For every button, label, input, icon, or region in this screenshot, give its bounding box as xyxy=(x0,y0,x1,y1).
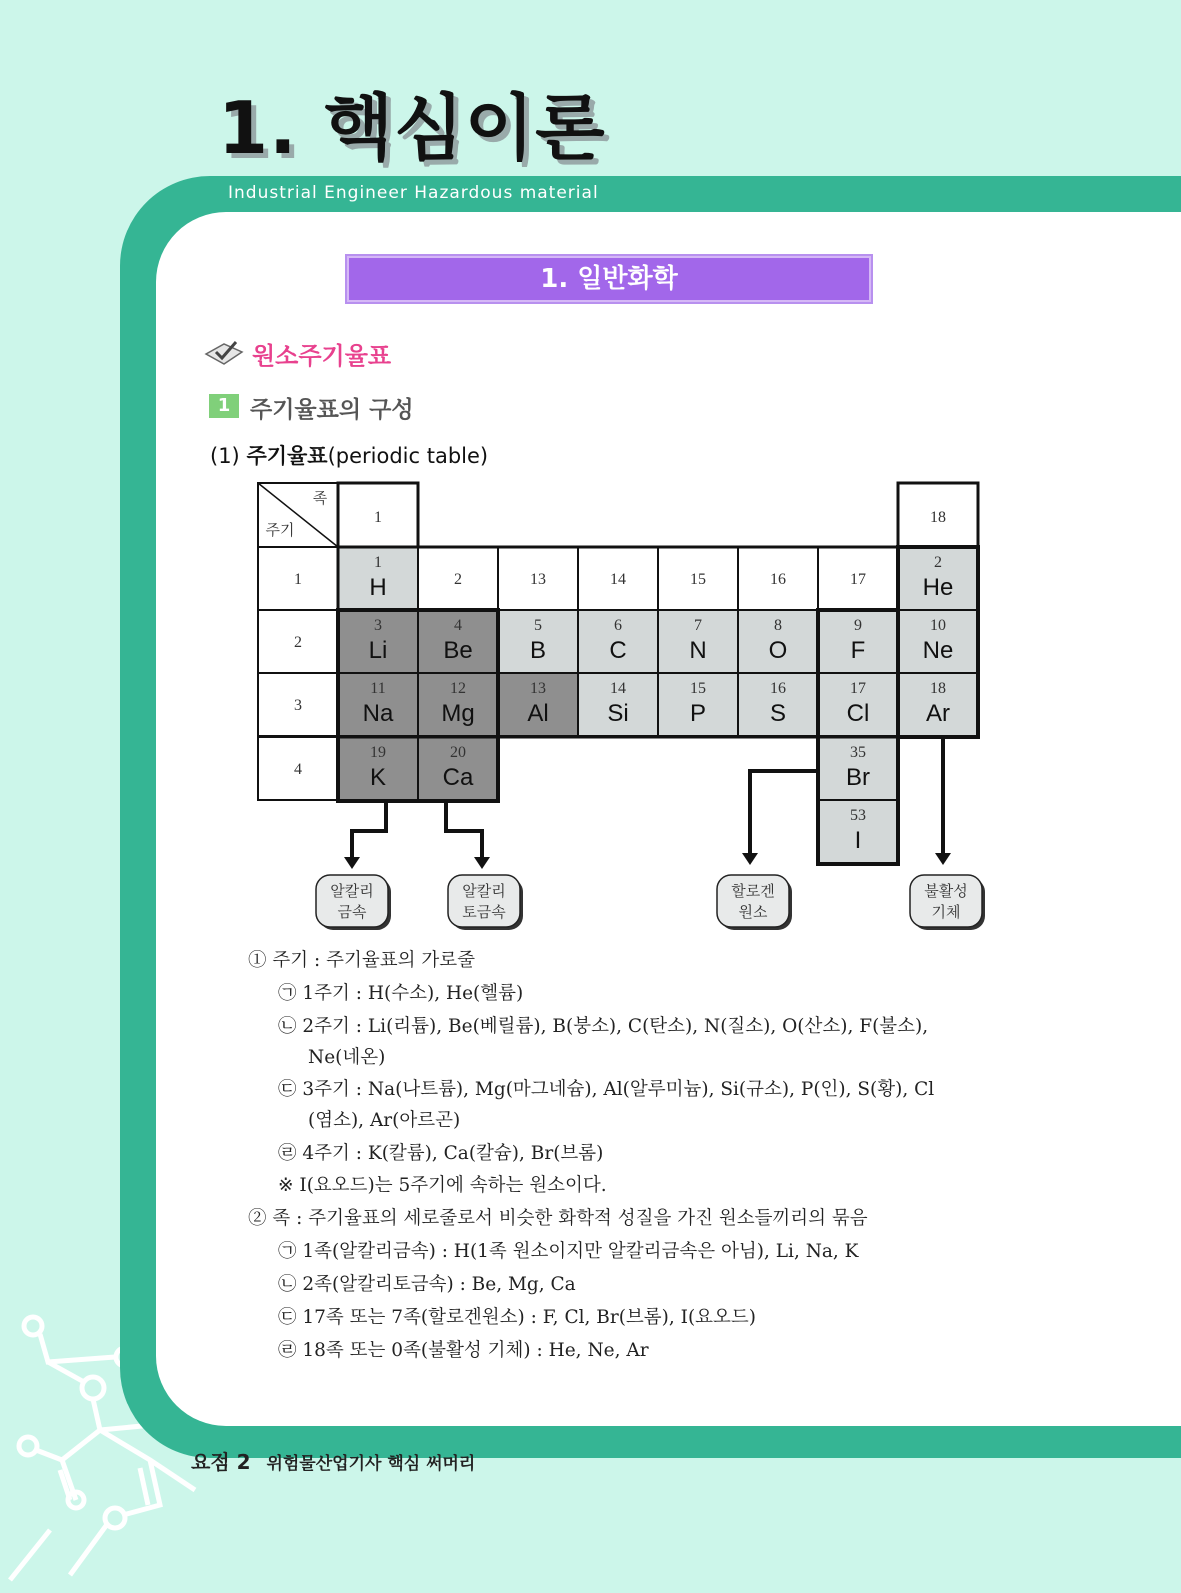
group-label-line1: 알칼리 xyxy=(330,882,374,900)
atomic-number: 6 xyxy=(614,617,622,634)
checklist-icon xyxy=(202,338,246,368)
atomic-number: 53 xyxy=(850,807,866,824)
arrow-head xyxy=(742,853,758,865)
section-banner: 1. 일반화학 xyxy=(347,256,871,302)
corner-period-label: 주기 xyxy=(265,523,295,539)
element-symbol: He xyxy=(922,574,954,601)
atomic-number: 13 xyxy=(530,680,546,697)
element-symbol: Cl xyxy=(846,700,870,727)
note-iodine: ※ I(요오드)는 5주기에 속하는 원소이다. xyxy=(278,1175,607,1196)
chapter-title: 1. 핵심이론 xyxy=(218,86,606,170)
table-heading-title: 주기율표 xyxy=(246,444,328,468)
book-title: 위험물산업기사 핵심 써머리 xyxy=(266,1454,476,1474)
group-label-line2: 토금속 xyxy=(462,903,506,921)
group-header: 14 xyxy=(610,571,626,588)
note-period-2-cont: Ne(네온) xyxy=(308,1047,386,1068)
element-symbol: H xyxy=(369,574,387,601)
note-period-3: ㉢ 3주기 : Na(나트륨), Mg(마그네슘), Al(알루미늄), Si(규소), P(인), S(황), Cl xyxy=(278,1079,935,1100)
page-number: 요점 2 xyxy=(191,1450,251,1474)
subsection-badge: 1 xyxy=(209,394,239,418)
atomic-number: 4 xyxy=(454,617,462,634)
atomic-number: 11 xyxy=(370,680,386,697)
element-symbol: K xyxy=(369,764,387,791)
note-group-1: ㉠ 1족(알칼리금속) : H(1족 원소이지만 알칼리금속은 아님), Li, Na, K xyxy=(278,1241,859,1262)
atomic-number: 19 xyxy=(370,744,386,761)
topic-title: 원소주기율표 xyxy=(252,342,392,370)
element-symbol: C xyxy=(609,637,627,664)
note-period-4: ㉣ 4주기 : K(칼륨), Ca(칼슘), Br(브롬) xyxy=(278,1143,604,1164)
group-header: 1 xyxy=(374,509,382,526)
atomic-number: 5 xyxy=(534,617,542,634)
note-group-2: ㉡ 2족(알칼리토금속) : Be, Mg, Ca xyxy=(278,1274,576,1295)
element-symbol: Na xyxy=(362,700,394,727)
atomic-number: 15 xyxy=(690,680,706,697)
atomic-number: 14 xyxy=(610,680,626,697)
page-footer xyxy=(191,1446,475,1475)
periodic-table xyxy=(250,475,990,935)
note-period-1: ㉠ 1주기 : H(수소), He(헬륨) xyxy=(278,983,524,1004)
group-label-line1: 할로겐 xyxy=(731,882,775,900)
chapter-subtitle: Industrial Engineer Hazardous material xyxy=(228,183,599,203)
atomic-number: 12 xyxy=(450,680,466,697)
element-symbol: I xyxy=(854,827,862,854)
group-label-line1: 불활성 xyxy=(924,882,968,900)
element-symbol: Ne xyxy=(922,637,954,664)
element-symbol: Ca xyxy=(442,764,474,791)
period-label: 2 xyxy=(294,634,302,651)
atomic-number: 17 xyxy=(850,680,866,697)
note-group-18: ㉣ 18족 또는 0족(불활성 기체) : He, Ne, Ar xyxy=(278,1340,649,1361)
element-symbol: Si xyxy=(607,700,629,727)
note-period: ① 주기 : 주기율표의 가로줄 xyxy=(248,950,475,971)
group-label-line1: 알칼리 xyxy=(462,882,506,900)
element-symbol: F xyxy=(850,637,866,664)
arrow-alkaline xyxy=(446,801,482,859)
group-header: 2 xyxy=(454,571,462,588)
atomic-number: 35 xyxy=(850,744,866,761)
element-symbol: P xyxy=(689,700,707,727)
period-label: 1 xyxy=(294,571,302,588)
atomic-number: 3 xyxy=(374,617,382,634)
arrow-head xyxy=(935,853,951,865)
atomic-number: 20 xyxy=(450,744,466,761)
atomic-number: 2 xyxy=(934,554,942,571)
table-heading-num: (1) xyxy=(210,444,240,468)
element-symbol: Be xyxy=(443,637,473,664)
note-period-3-cont: (염소), Ar(아르곤) xyxy=(308,1110,461,1131)
arrow-alkali xyxy=(352,801,386,859)
atomic-number: 9 xyxy=(854,617,862,634)
group-header: 13 xyxy=(530,571,546,588)
arrow-halogen xyxy=(750,771,818,855)
element-symbol: Li xyxy=(368,637,388,664)
corner-group-label: 족 xyxy=(312,491,328,507)
table-heading xyxy=(210,440,488,470)
group-label-line2: 원소 xyxy=(738,903,768,921)
group-header: 18 xyxy=(930,509,946,526)
group-header: 15 xyxy=(690,571,706,588)
group-header: 16 xyxy=(770,571,786,588)
group-label-line2: 기체 xyxy=(931,903,961,921)
element-symbol: Ar xyxy=(926,700,950,727)
element-symbol: N xyxy=(689,637,707,664)
note-period-2: ㉡ 2주기 : Li(리튬), Be(베릴륨), B(붕소), C(탄소), N(질소), O(산소), F(불소), xyxy=(278,1016,929,1037)
atomic-number: 7 xyxy=(694,617,702,634)
group-header: 17 xyxy=(850,571,866,588)
period-label: 4 xyxy=(294,761,302,778)
atomic-number: 1 xyxy=(374,554,382,571)
atomic-number: 18 xyxy=(930,680,946,697)
note-group-17: ㉢ 17족 또는 7족(할로겐원소) : F, Cl, Br(브롬), I(요오드) xyxy=(278,1307,757,1328)
arrow-head xyxy=(474,857,490,869)
arrow-head xyxy=(344,857,360,869)
element-symbol: O xyxy=(768,637,788,664)
table-heading-paren: (periodic table) xyxy=(327,444,489,468)
group-label-line2: 금속 xyxy=(337,903,367,921)
period-label: 3 xyxy=(294,697,302,714)
element-symbol: B xyxy=(529,637,547,664)
note-group: ② 족 : 주기율표의 세로줄로서 비슷한 화학적 성질을 가진 원소들끼리의 묶음 xyxy=(248,1208,868,1229)
subsection-title: 주기율표의 구성 xyxy=(250,397,414,423)
atomic-number: 10 xyxy=(930,617,946,634)
atomic-number: 16 xyxy=(770,680,786,697)
atomic-number: 8 xyxy=(774,617,782,634)
element-symbol: Br xyxy=(846,764,870,791)
element-symbol: S xyxy=(769,700,787,727)
element-symbol: Al xyxy=(527,700,549,727)
element-symbol: Mg xyxy=(441,700,475,727)
